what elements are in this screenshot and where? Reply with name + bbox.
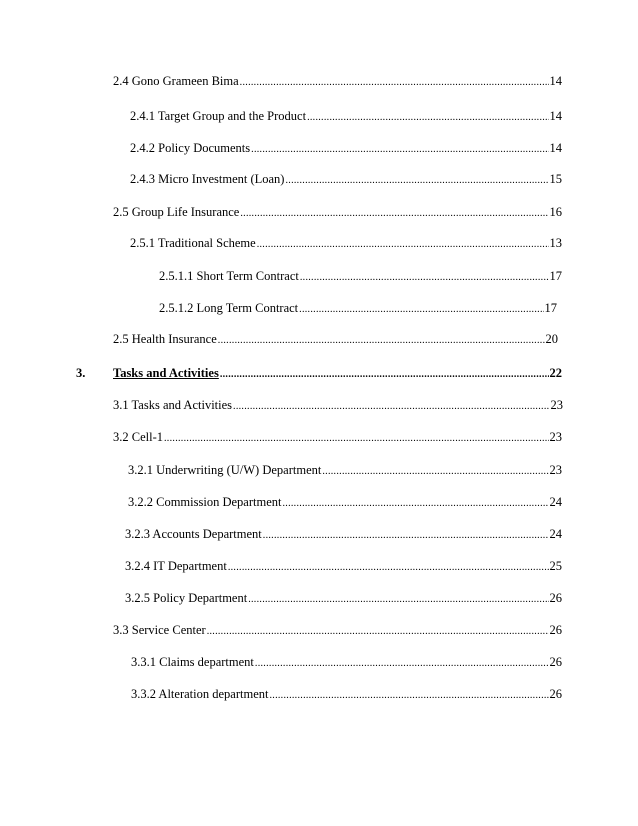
- toc-leader-dots: [307, 110, 548, 124]
- toc-entry-label: 3.2.2 Commission Department: [128, 495, 282, 509]
- toc-entry-3-3: [113, 622, 562, 638]
- toc-entry-page: 15: [549, 172, 562, 186]
- toc-leader-dots: [257, 237, 549, 251]
- toc-leader-dots: [218, 333, 545, 347]
- chapter-number: 3.: [76, 366, 86, 380]
- toc-leader-dots: [251, 142, 548, 156]
- toc-entry-2-5-1-2: [159, 300, 557, 316]
- toc-entry-chapter-3: [113, 365, 562, 381]
- toc-entry-label: 3.2 Cell-1: [113, 430, 163, 444]
- toc-leader-dots: [269, 688, 548, 702]
- toc-leader-dots: [220, 367, 549, 381]
- toc-leader-dots: [285, 173, 548, 187]
- toc-entry-label: 2.4.1 Target Group and the Product: [130, 109, 307, 123]
- toc-entry-label: 3.2.5 Policy Department: [125, 591, 248, 605]
- toc-entry-page: 24: [549, 495, 562, 509]
- toc-entry-page: 23: [550, 398, 563, 412]
- toc-entry-2-4-2: [130, 140, 562, 156]
- toc-entry-label: 2.5.1 Traditional Scheme: [130, 236, 256, 250]
- toc-entry-3-2-3: [125, 526, 562, 542]
- toc-entry-page: 23: [549, 430, 562, 444]
- toc-leader-dots: [263, 528, 549, 542]
- toc-leader-dots: [228, 560, 549, 574]
- toc-leader-dots: [282, 496, 548, 510]
- toc-entry-label: 2.5 Health Insurance: [113, 332, 217, 346]
- toc-entry-label: 2.4.3 Micro Investment (Loan): [130, 172, 285, 186]
- toc-entry-page: 26: [549, 591, 562, 605]
- toc-entry-3-3-2: [131, 686, 562, 702]
- toc-leader-dots: [233, 399, 549, 413]
- toc-leader-dots: [240, 206, 548, 220]
- toc-leader-dots: [248, 592, 548, 606]
- toc-leader-dots: [207, 624, 549, 638]
- toc-entry-2-4-3: [130, 171, 562, 187]
- toc-entry-label: 2.5.1.2 Long Term Contract: [159, 301, 299, 315]
- toc-entry-2-5-1: [130, 235, 562, 251]
- toc-entry-label: 3.2.4 IT Department: [125, 559, 227, 573]
- toc-leader-dots: [300, 270, 549, 284]
- toc-entry-label: 3.3 Service Center: [113, 623, 206, 637]
- toc-entry-label: 3.2.1 Underwriting (U/W) Department: [128, 463, 322, 477]
- toc-entry-page: 17: [544, 301, 557, 315]
- toc-entry-label: 2.5 Group Life Insurance: [113, 205, 240, 219]
- toc-entry-label: 2.4 Gono Grameen Bima: [113, 74, 239, 88]
- toc-entry-page: 22: [549, 366, 562, 380]
- toc-leader-dots: [164, 431, 549, 445]
- toc-entry-page: 14: [549, 74, 562, 88]
- toc-entry-page: 26: [549, 687, 562, 701]
- toc-entry-page: 13: [549, 236, 562, 250]
- toc-leader-dots: [255, 656, 549, 670]
- toc-entry-page: 16: [549, 205, 562, 219]
- toc-entry-page: 14: [549, 109, 562, 123]
- toc-entry-3-2-5: [125, 590, 562, 606]
- toc-entry-page: 17: [549, 269, 562, 283]
- toc-entry-3-3-1: [131, 654, 562, 670]
- toc-entry-label: 2.4.2 Policy Documents: [130, 141, 251, 155]
- toc-entry-label: 3.3.2 Alteration department: [131, 687, 269, 701]
- toc-leader-dots: [240, 75, 549, 89]
- toc-entry-2-4: [113, 73, 562, 89]
- toc-entry-label: 3.2.3 Accounts Department: [125, 527, 262, 541]
- toc-entry-page: 23: [549, 463, 562, 477]
- toc-entry-page: 26: [549, 623, 562, 637]
- toc-entry-2-4-1: [130, 108, 562, 124]
- toc-entry-3-1: [113, 397, 563, 413]
- toc-leader-dots: [322, 464, 548, 478]
- toc-entry-label: 3.1 Tasks and Activities: [113, 398, 233, 412]
- toc-entry-page: 24: [549, 527, 562, 541]
- toc-entry-page: 14: [549, 141, 562, 155]
- toc-entry-2-5-1-1: [159, 268, 562, 284]
- toc-entry-label: 3.3.1 Claims department: [131, 655, 254, 669]
- toc-entry-2-5: [113, 204, 562, 220]
- toc-entry-3-2-2: [128, 494, 562, 510]
- toc-entry-2-5-health: [113, 331, 558, 347]
- toc-entry-3-2-1: [128, 462, 562, 478]
- toc-entry-label: 2.5.1.1 Short Term Contract: [159, 269, 299, 283]
- toc-leader-dots: [299, 302, 543, 316]
- toc-entry-3-2: [113, 429, 562, 445]
- toc-entry-page: 25: [549, 559, 562, 573]
- toc-entry-page: 26: [549, 655, 562, 669]
- toc-entry-label: Tasks and Activities: [113, 366, 219, 380]
- toc-entry-3-2-4: [125, 558, 562, 574]
- toc-entry-page: 20: [545, 332, 558, 346]
